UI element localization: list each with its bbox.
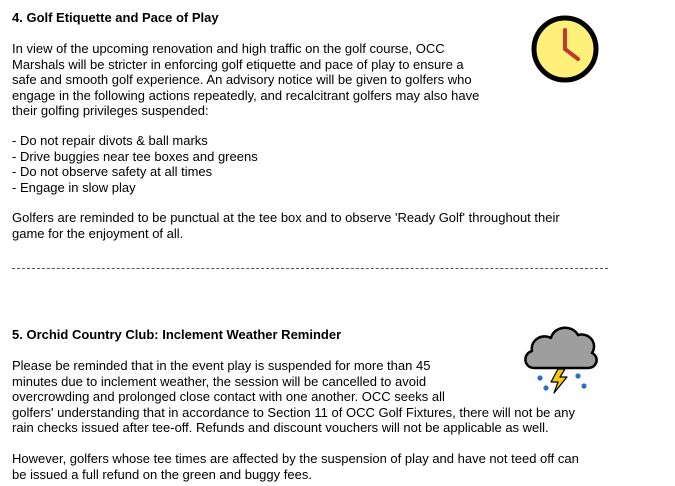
text-line: minutes due to inclement weather, the session will be cancelled to avoid <box>12 373 427 389</box>
section-5-intro-wide <box>12 405 607 436</box>
actions-list <box>12 133 258 195</box>
text-line: Please be reminded that in the event play is suspended for more than 45 <box>12 358 431 373</box>
text-line: Marshals will be stricter in enforcing golf etiquette and pace of play to ensure a <box>12 56 464 72</box>
text-line: golfers' understanding that in accordance to Section 11 of OCC Golf Fixtures, there will not be any <box>12 404 575 420</box>
storm-cloud-icon <box>520 316 602 398</box>
text-line: Golfers are reminded to be punctual at the tee box and to observe 'Ready Golf' throughout their <box>12 210 560 225</box>
text-line: their golfing privileges suspended: <box>12 103 209 118</box>
section-5-closing <box>12 451 607 482</box>
section-4-heading: 4. Golf Etiquette and Pace of Play <box>12 10 219 25</box>
list-item: - Do not observe safety at all times <box>12 164 213 179</box>
section-divider <box>12 268 608 269</box>
section-5-intro-narrow <box>12 358 484 405</box>
list-item: - Engage in slow play <box>12 179 136 195</box>
text-line: However, golfers whose tee times are affected by the suspension of play and have not teed off can <box>12 451 579 466</box>
text-line: engage in the following actions repeatedly, and recalcitrant golfers may also have <box>12 87 480 103</box>
section-5-heading: 5. Orchid Country Club: Inclement Weather Reminder <box>12 327 342 342</box>
list-item: - Drive buggies near tee boxes and greens <box>12 148 258 164</box>
text-line: overcrowding and prolonged close contact with one another. OCC seeks all <box>12 389 445 404</box>
list-item: - Do not repair divots & ball marks <box>12 133 208 148</box>
text-line: game for the enjoyment of all. <box>12 225 184 241</box>
text-line: safe and smooth golf experience. An advisory notice will be given to golfers who <box>12 72 472 87</box>
text-line: rain checks issued after tee-off. Refunds and discount vouchers will not be applicable as well. <box>12 420 549 435</box>
clock-icon <box>530 14 600 84</box>
section-4-intro <box>12 41 502 119</box>
text-line: be issued a full refund on the green and buggy fees. <box>12 466 312 482</box>
text-line: In view of the upcoming renovation and high traffic on the golf course, OCC <box>12 41 445 56</box>
section-4-closing <box>12 210 606 241</box>
